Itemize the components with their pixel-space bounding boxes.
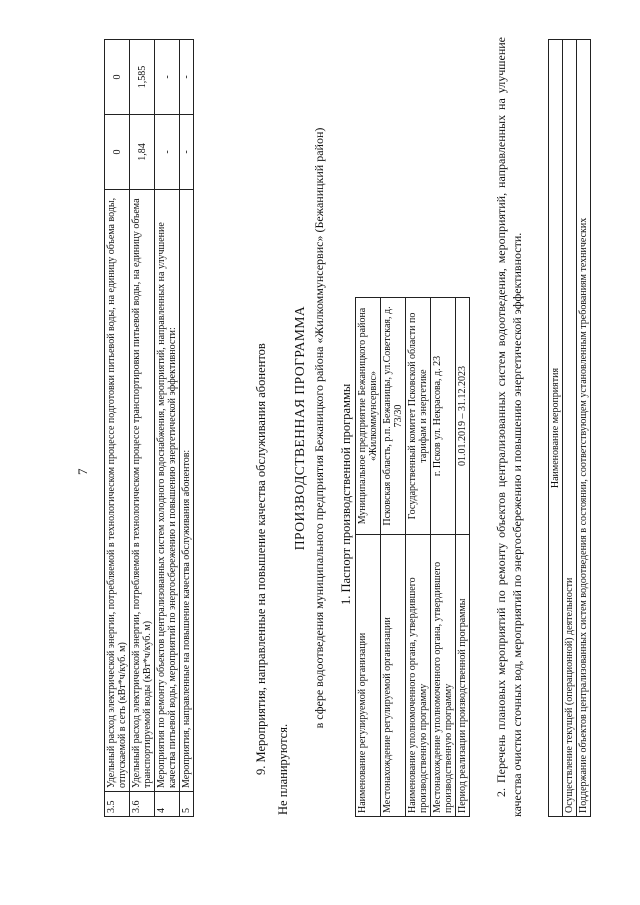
passport-label: Период реализации производственной программы [456,535,470,817]
table-row [577,40,591,817]
section9-heading: 9. Мероприятия, направленные на повышение качества обслуживания абонентов [254,343,268,775]
table-row [356,298,381,817]
passport-value: Государственный комитет Псковской области по тарифам и энергетике [406,298,431,535]
table-row [563,40,577,817]
measure-item: Осуществление текущей (операционной) деятельности [563,40,577,817]
passport-value: г. Псков ул. Некрасова, д. 23 [431,298,456,535]
passport-value: Псковская область, р.п. Бежаницы, ул.Советская, д. 73/30 [381,298,406,535]
row-value-1: 0 [105,115,130,190]
passport-table [355,297,470,817]
row-number: 4 [155,792,180,817]
measures-table [548,39,591,817]
passport-label: Местонахождение уполномоченного органа, утвердившего производственную программу [431,535,456,817]
row-value-1: 1,84 [130,115,155,190]
table-row [431,298,456,817]
row-value-2: - [155,40,180,115]
row-text: Удельный расход электрической энергии, потребляемой в технологическом процессе транспортировки питьевой воды, на единицу объема транспортируемой воды (кВт*ч/куб. м) [130,190,155,792]
table-row [105,40,130,817]
passport-label: Местонахождение регулируемой организации [381,535,406,817]
program-title: ПРОИЗВОДСТВЕННАЯ ПРОГРАММА [292,305,307,551]
row-text: Удельный расход электрической энергии, потребляемой в технологическом процессе подготовки питьевой воды, на единицу объема воды, отпускаемой в сеть (кВт*ч/куб. м) [105,190,130,792]
row-value-1: - [155,115,180,190]
passport-label: Наименование уполномоченного органа, утвердившего производственную программу [406,535,431,817]
program-subtitle: в сфере водоотведения муниципального предприятия Бежаницкого района «Жилкоммунсервис» (Бежаницкий район) [312,127,326,729]
row-value-2: - [180,40,194,115]
row-value-1: - [180,115,194,190]
table-row [381,298,406,817]
table-row [155,40,180,817]
page-number: 7 [75,468,90,475]
row-number: 3.6 [130,792,155,817]
passport-value: Муниципальное предприятие Бежаницкого района «Жилкоммунсервис» [356,298,381,535]
row-text: Мероприятия, направленные на повышение качества обслуживания абонентов: [180,190,194,792]
passport-value: 01.01.2019 – 31.12.2023 [456,298,470,535]
row-number: 5 [180,792,194,817]
indicators-table [104,39,194,817]
row-text: Мероприятия по ремонту объектов централизованных систем холодного водоснабжения, мероприятий, направленных на улучшение качества питьевой воды, мероприятий по энергосбережению и повышению энергетической эффективности: [155,190,180,792]
row-value-2: 1,585 [130,40,155,115]
measures-header: Наименование мероприятия [549,40,563,817]
paragraph-2: 2. Перечень плановых мероприятий по ремонту объектов централизованных систем водоотведения, мероприятий, направленных на улучшение качества очистки сточных вод, мероприятий по энергосбережению и повышению энергетической эффективности. [494,37,524,817]
not-planned-text: Не планируются. [276,723,290,815]
passport-heading: 1. Паспорт производственной программы [339,383,353,605]
table-header-row [549,40,563,817]
table-row [406,298,431,817]
passport-label: Наименование регулируемой организации [356,535,381,817]
measure-item: Поддержание объектов централизованных систем водоотведения в состоянии, соответствующем установленным требованиям технических [577,40,591,817]
row-value-2: 0 [105,40,130,115]
table-row [180,40,194,817]
table-row [130,40,155,817]
table-row [456,298,470,817]
row-number: 3.5 [105,792,130,817]
